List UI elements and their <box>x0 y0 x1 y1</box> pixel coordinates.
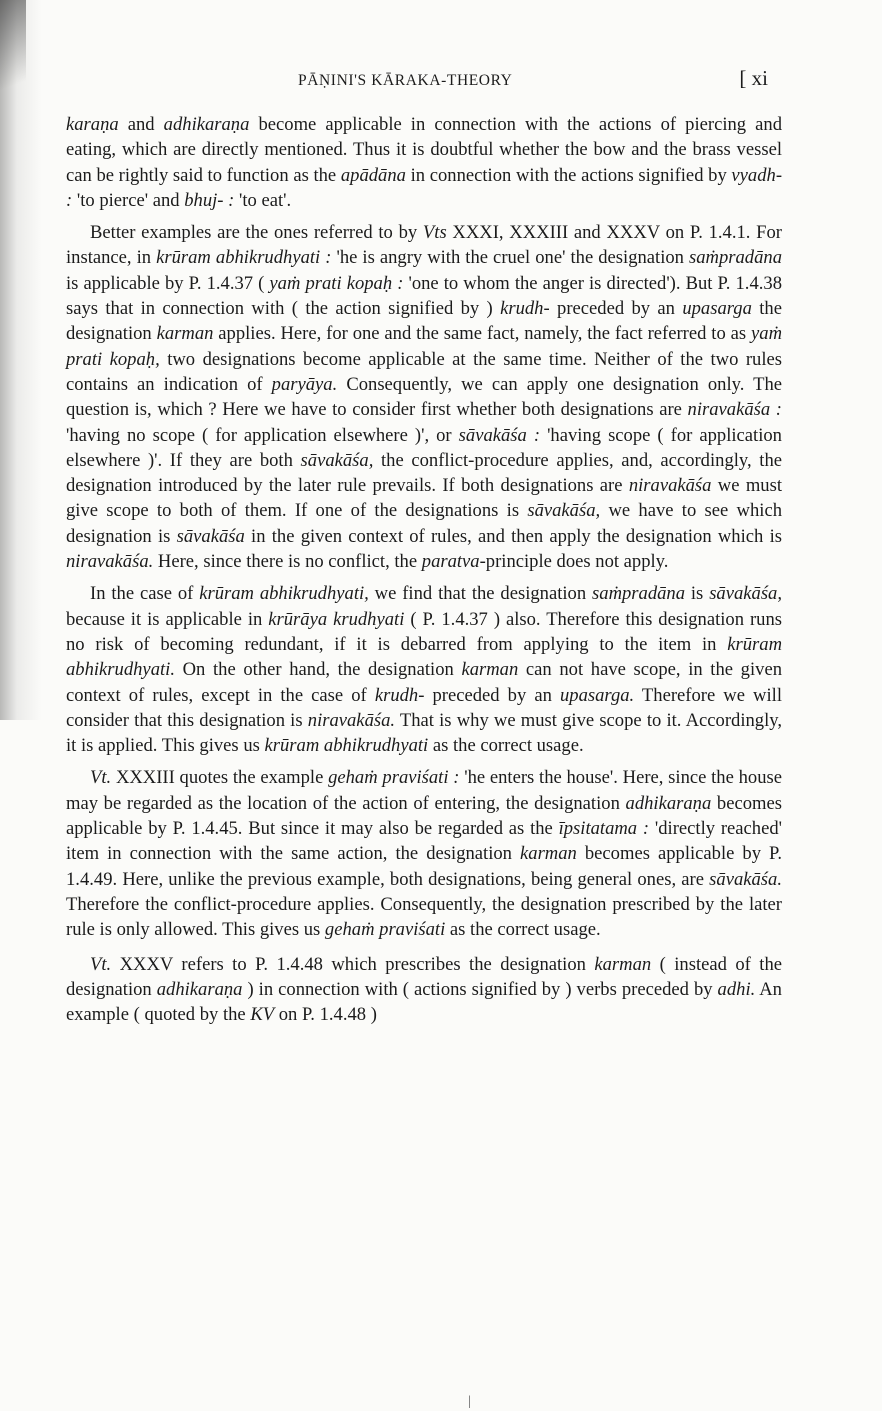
text-run: Here, since there is no conflict, the <box>153 551 422 573</box>
text-run: ) in connection with ( actions signified by ) verbs preceded by <box>242 978 718 1000</box>
text-run: can not have scope, in the given context of rules, except in the case of <box>66 659 782 706</box>
text-run: Therefore the conflict-procedure applies. Consequently, the designation prescribed by the later rule is only allowed. This gives us <box>66 893 782 941</box>
paragraph-2 <box>66 220 782 574</box>
text-run: become applicable in connection with the actions of piercing and eating, which are directly mentioned. Thus it is doubtful whether the bow and the brass vessel can be rightly said to function as the <box>66 114 782 186</box>
text-run: preceded by an <box>424 684 560 706</box>
text-run: preceded by an <box>549 298 683 320</box>
text-run: In the case of <box>90 583 200 605</box>
italic-term: saṁpradāna <box>592 583 686 605</box>
italic-term: krūram abhikrudhyati, <box>199 583 369 605</box>
text-run: because it is applicable in <box>66 608 269 630</box>
italic-term: adhi. <box>717 978 756 1000</box>
italic-term: gehaṁ praviśati : <box>328 767 460 789</box>
text-run: we find that the designation <box>368 583 593 605</box>
text-run: and <box>118 114 164 135</box>
text-run: Consequently, we can apply one designation only. The question is, which ? Here we have to consider first whether both designations are <box>66 373 782 421</box>
text-run: XXXV refers to P. 1.4.48 which prescribes the designation <box>111 953 595 975</box>
italic-term: krūram abhikrudhyati. <box>66 633 782 681</box>
paragraph-3 <box>66 581 782 758</box>
text-run: 'he enters the house'. Here, since the house may be regarded as the location of the action of entering, the designation <box>66 767 782 814</box>
text-run: 'having scope ( for application elsewhere )'. If they are both <box>66 424 782 471</box>
italic-term: karman <box>156 323 214 345</box>
text-run: ( P. 1.4.37 ) also. Therefore this designation runs no risk of becoming redundant, if it is debarred from applying to the item in <box>66 608 782 655</box>
italic-term: yaṁ prati kopaḥ : <box>269 272 404 294</box>
paragraph-4 <box>66 765 782 942</box>
text-run: applies. Here, for one and the same fact, namely, the fact referred to as <box>213 323 752 345</box>
italic-term: īpsitatama : <box>558 818 650 840</box>
text-run: That is why we must give scope to it. Accordingly, it is applied. This gives us <box>66 709 782 757</box>
text-run: Better examples are the ones referred to by <box>90 222 423 244</box>
italic-term: yaṁ prati kopaḥ, <box>66 323 782 370</box>
italic-term: sāvakāśa : <box>458 424 541 446</box>
italic-term: Vt. <box>90 767 112 789</box>
italic-term: niravakāśa <box>628 475 712 497</box>
italic-term: adhikaraṇa <box>156 978 243 1000</box>
italic-term: krūram abhikrudhyati : <box>156 247 332 269</box>
italic-term: upasarga. <box>559 684 635 706</box>
text-run: becomes applicable by P. 1.4.45. But since it may also be regarded as the <box>66 792 782 840</box>
text-run: XXXIII quotes the example <box>111 767 329 789</box>
text-run: two designations become applicable at the same time. Neither of the two rules contains an indication of <box>66 348 782 395</box>
italic-term: apādāna <box>340 164 406 186</box>
text-run: as the correct usage. <box>428 735 584 757</box>
text-run: 'to eat'. <box>234 189 292 211</box>
text-run: as the correct usage. <box>445 919 601 941</box>
italic-term: karman <box>461 659 519 681</box>
text-run: 'to pierce' and <box>72 189 185 211</box>
italic-term: Vts <box>422 222 447 244</box>
text-run: the conflict-procedure applies, and, accordingly, the designation introduced by the later rule prevails. If both designations are <box>66 449 783 497</box>
footer-mark: | <box>468 1394 471 1409</box>
text-run: Therefore we will consider that this designation is <box>66 684 782 731</box>
italic-term: adhikaraṇa <box>625 792 712 814</box>
italic-term: sāvakāśa. <box>709 868 782 890</box>
text-run: we have to see which designation is <box>66 500 782 547</box>
page-corner-shadow <box>0 0 26 120</box>
italic-term: karman <box>594 953 652 975</box>
italic-term: sāvakāśa, <box>709 583 783 605</box>
page-number: [ xi <box>739 66 768 90</box>
text-run: -principle does not apply. <box>479 551 669 573</box>
running-header <box>298 66 768 96</box>
italic-term: niravakāśa : <box>687 399 783 421</box>
text-run: on P. 1.4.48 ) <box>274 1004 377 1026</box>
italic-term: krūrāya krudhyati <box>268 608 405 630</box>
paragraph-5 <box>66 952 782 1028</box>
text-run: becomes applicable by P. 1.4.49. Here, unlike the previous example, both designations, being general ones, are <box>66 843 782 890</box>
italic-term: bhuj- : <box>184 189 235 211</box>
italic-term: niravakāśa. <box>66 551 154 573</box>
italic-term: vyadh- : <box>66 164 783 211</box>
italic-term: sāvakāśa, <box>527 500 601 522</box>
text-run: 'he is angry with the cruel one' the designation <box>331 247 690 269</box>
italic-term: paratva <box>421 551 480 573</box>
italic-term: karman <box>520 843 577 865</box>
text-run: we must give scope to both of them. If one of the designations is <box>66 475 782 522</box>
italic-term: sāvakāśa, <box>300 449 374 471</box>
text-run: 'one to whom the anger is directed'). But P. 1.4.38 says that in connection with ( the action signified by ) <box>66 272 782 320</box>
text-run: in connection with the actions signified by <box>405 164 732 186</box>
text-run: in the given context of rules, and then apply the designation which is <box>244 525 782 547</box>
italic-term: krudh- <box>374 684 425 706</box>
italic-term: saṁpradāna <box>689 247 782 269</box>
italic-term: adhikaraṇa <box>163 114 250 135</box>
text-run: is applicable by P. 1.4.37 ( <box>66 272 270 294</box>
italic-term: paryāya. <box>271 373 338 395</box>
italic-term: karaṇa <box>66 114 119 135</box>
italic-term: sāvakāśa <box>176 525 245 547</box>
italic-term: krudh- <box>500 298 550 320</box>
text-run: An example ( quoted by the <box>66 978 782 1026</box>
page-body <box>66 112 782 1034</box>
text-run: the designation <box>66 298 782 345</box>
italic-term: krūram abhikrudhyati <box>264 735 429 757</box>
italic-term: Vt. <box>90 953 112 975</box>
text-run: XXXI, XXXIII and XXXV on P. 1.4.1. For instance, in <box>66 222 782 269</box>
text-run: On the other hand, the designation <box>174 659 462 681</box>
text-run: ( instead of the designation <box>66 953 782 1000</box>
running-title: PĀṆINI'S KĀRAKA-THEORY <box>298 72 513 89</box>
text-run: 'having no scope ( for application elsewhere )', or <box>66 424 459 446</box>
text-run: 'directly reached' item in connection with the same action, the designation <box>66 818 782 865</box>
italic-term: KV <box>250 1004 275 1026</box>
paragraph-1 <box>66 112 782 213</box>
italic-term: upasarga <box>682 298 752 320</box>
italic-term: gehaṁ praviśati <box>324 919 446 941</box>
italic-term: niravakāśa. <box>307 709 396 731</box>
text-run: is <box>685 583 710 605</box>
